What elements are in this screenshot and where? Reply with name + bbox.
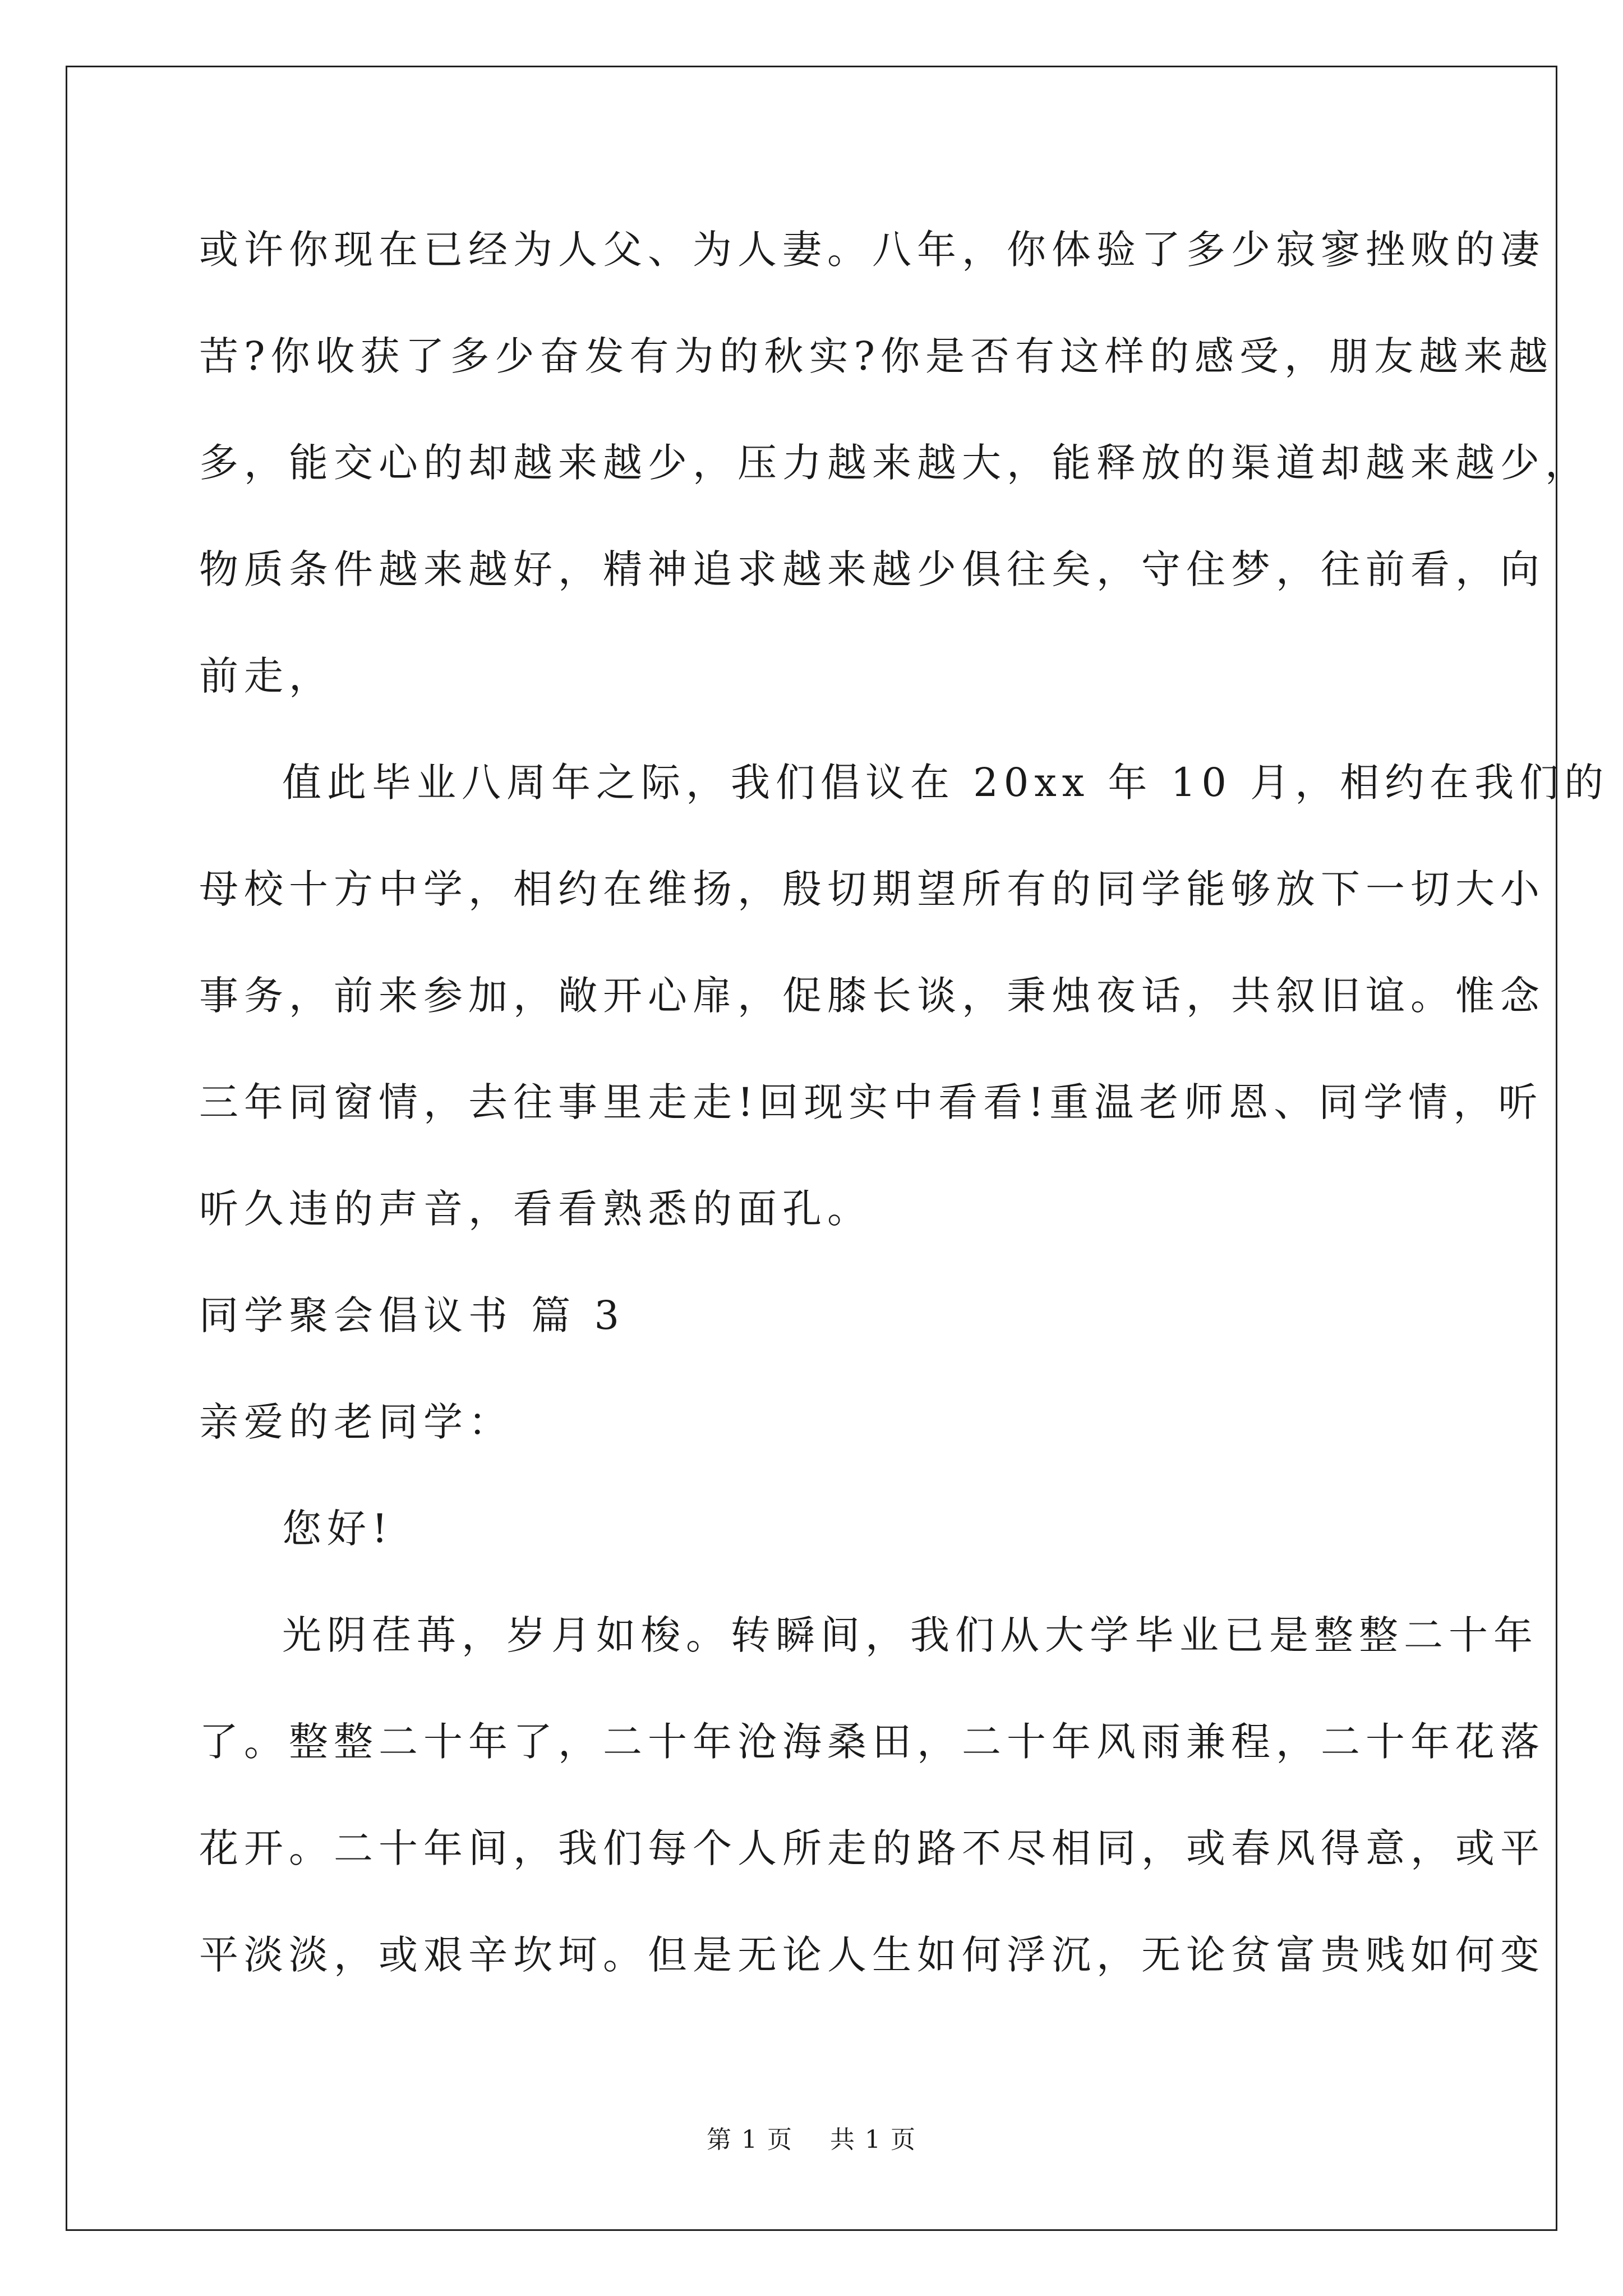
document-body: [199, 196, 1610, 2008]
greeting-text: 您好!: [282, 1506, 394, 1552]
text-line: 听久违的声音，看看熟悉的面孔。: [199, 1186, 872, 1232]
salutation: [199, 1369, 1469, 1475]
page-number: 第 1 页: [707, 2125, 793, 2154]
text-line: 物质条件越来越好，精神追求越来越少俱往矣，守住梦，往前看，向: [199, 546, 1545, 592]
salutation-text: 亲爱的老同学：: [199, 1399, 513, 1445]
text-line: 或许你现在已经为人父、为人妻。八年，你体验了多少寂寥挫败的凄: [199, 227, 1545, 273]
text-line: 苦?你收获了多少奋发有为的秋实?你是否有这样的感受，朋友越来越: [199, 333, 1554, 379]
section-heading: [199, 1262, 1469, 1369]
text-line: 前走，: [199, 653, 334, 699]
paragraph: [199, 729, 1610, 1262]
page-total: 共 1 页: [830, 2125, 916, 2154]
heading-text: 同学聚会倡议书 篇 3: [199, 1292, 625, 1338]
text-line: 母校十方中学，相约在维扬，殷切期望所有的同学能够放下一切大小: [199, 866, 1545, 912]
paragraph: [199, 1582, 1545, 2008]
text-line: 光阴荏苒，岁月如梭。转瞬间，我们从大学毕业已是整整二十年: [282, 1612, 1538, 1658]
text-line: 了。整整二十年了，二十年沧海桑田，二十年风雨兼程，二十年花落: [199, 1719, 1545, 1765]
paragraph: [199, 196, 1590, 729]
page-footer: [0, 2123, 1623, 2157]
text-line: 值此毕业八周年之际，我们倡议在 20xx 年 10 月，相约在我们的: [282, 760, 1610, 806]
text-line: 花开。二十年间，我们每个人所走的路不尽相同，或春风得意，或平: [199, 1825, 1545, 1871]
text-line: 多，能交心的却越来越少，压力越来越大，能释放的渠道却越来越少，: [199, 440, 1590, 486]
text-line: 事务，前来参加，敞开心扉，促膝长谈，秉烛夜话，共叙旧谊。惟念: [199, 973, 1545, 1019]
text-line: 平淡淡，或艰辛坎坷。但是无论人生如何浮沉，无论贫富贵贱如何变: [199, 1932, 1545, 1978]
text-line: 三年同窗情，去往事里走走!回现实中看看!重温老师恩、同学情，听: [199, 1079, 1543, 1125]
greeting: [199, 1475, 1469, 1582]
